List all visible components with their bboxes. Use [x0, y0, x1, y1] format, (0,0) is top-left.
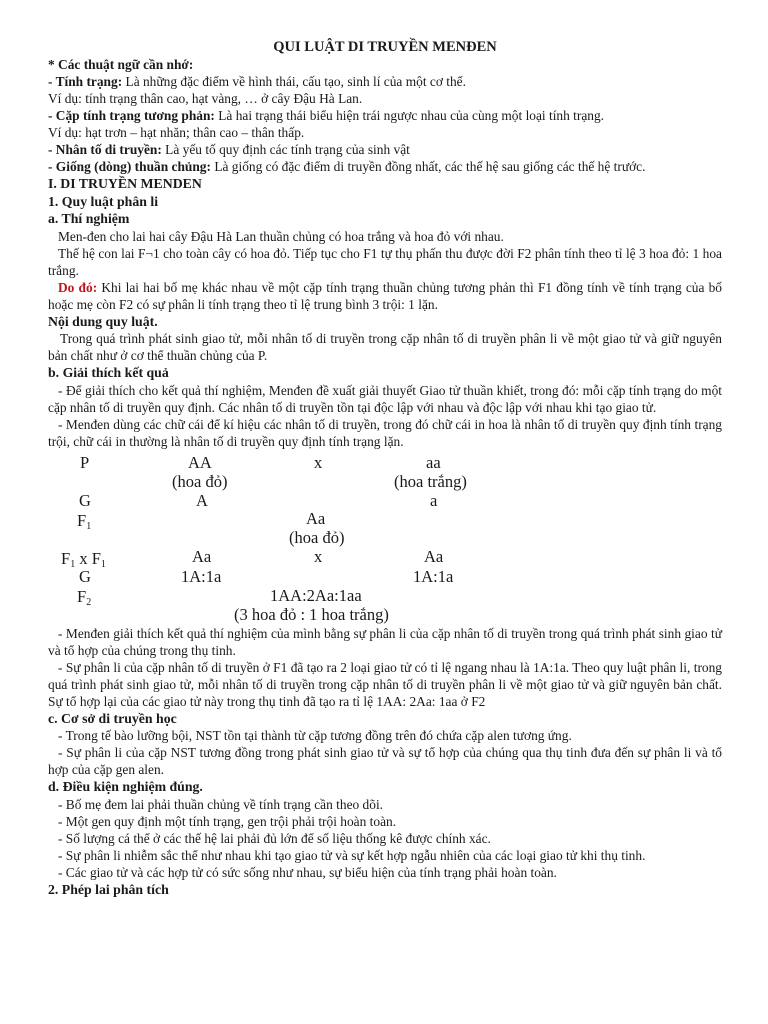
experiment-paragraph: Thế hệ con lai F¬1 cho toàn cây có hoa đỏ. Tiếp tục cho F1 tự thụ phấn thu được đời F2 phân tính theo tỉ lệ 3 hoa đỏ: 1 hoa trắng. — [48, 245, 722, 278]
subsection-heading: 1. Quy luật phân li — [48, 193, 159, 209]
term-label: - Giống (dòng) thuần chủng: — [48, 159, 211, 174]
basis-paragraph: - Trong tế bào lưỡng bội, NST tồn tại thành từ cặp tương đồng trên đó chứa cặp alen tương ứng. — [58, 728, 572, 743]
conclusion-label: Do đó: — [58, 279, 98, 295]
condition-item: - Các giao tử và các hợp tử có sức sống như nhau, sự biểu hiện của tính trạng phải hoàn toàn. — [58, 864, 557, 880]
term-label: - Nhân tố di truyền: — [48, 142, 162, 157]
term-giong — [48, 158, 722, 175]
condition-item: - Một gen quy định một tính trạng, gen trội phải trội hoàn toàn. — [58, 813, 397, 829]
part-d-heading: d. Điều kiện nghiệm đúng. — [48, 779, 203, 794]
law-heading: Nội dung quy luật. — [48, 313, 158, 329]
basis-paragraph: - Sự phân li của cặp NST tương đồng trong phát sinh giao tử và sự tổ hợp của chúng qua thụ tinh đưa đến sự phân li và tổ hợp của cặp gen alen. — [48, 745, 722, 777]
gamete: a — [430, 490, 438, 510]
parent-genotype: aa — [426, 452, 441, 472]
phenotype-label: (hoa đỏ) — [289, 527, 345, 547]
phenotype-label: (hoa đỏ) — [172, 471, 228, 491]
explanation-paragraph: - Menđen dùng các chữ cái để kí hiệu các nhân tố di truyền, trong đó chữ cái in hoa là nhân tố di truyền quy định tính trạng trội, chữ cái in thường là nhân tố di truyền quy định tính trạng lặn. — [48, 416, 722, 449]
condition-item: - Sự phân li nhiễm sắc thể như nhau khi tạo giao tử và sự kết hợp ngẫu nhiên của các loại giao tử khi thụ tinh. — [58, 847, 646, 863]
terms-heading: * Các thuật ngữ cần nhớ: — [48, 57, 194, 72]
cross-diagram — [48, 453, 722, 623]
term-cap-tinh-trang — [48, 107, 722, 124]
row-label-g: G — [79, 490, 91, 510]
gamete: A — [196, 490, 208, 510]
row-label-f1: $F_1$ — [77, 510, 92, 532]
condition-item: - Số lượng cá thể ở các thế hệ lai phải đủ lớn để số liệu thống kê được chính xác. — [58, 830, 491, 846]
f1-genotype: Aa — [424, 546, 444, 566]
part-a-heading: a. Thí nghiệm — [48, 211, 130, 226]
experiment-paragraph: Men-đen cho lai hai cây Đậu Hà Lan thuần chủng có hoa trắng và hoa đỏ với nhau. — [58, 228, 504, 244]
explanation-paragraph: - Sự phân li của cặp nhân tố di truyền ở F1 đã tạo ra 2 loại giao tử có tỉ lệ ngang nhau là 1A:1a. Theo quy luật phân li, trong quá trình phát sinh giao tử, mỗi nhân tố di truyền trong cặp nhân tố di truyền phân li về một giao tử và giữ nguyên bản chất. Sự tổ hợp lại của các giao tử này trong thụ tinh đã tạo ra tỉ lệ 1AA: 2Aa: 1aa ở F2 — [48, 659, 722, 709]
term-label: - Tính trạng: — [48, 74, 123, 89]
f2-phenotype-ratio: (3 hoa đỏ : 1 hoa trắng) — [234, 604, 389, 624]
term-text: Là yếu tố quy định các tính trạng của sinh vật — [161, 142, 410, 157]
part-b-heading: b. Giải thích kết quả — [48, 365, 169, 380]
term-text: Là giống có đặc điểm di truyền đồng nhất, các thế hệ sau giống các thế hệ trước. — [210, 159, 646, 174]
page-title: QUI LUẬT DI TRUYỀN MENĐEN — [273, 39, 497, 55]
law-text: Trong quá trình phát sinh giao tử, mỗi nhân tố di truyền trong cặp nhân tố di truyền phân li về một giao tử và giữ nguyên bản chất như ở cơ thể thuần chủng của P. — [48, 331, 722, 363]
f1-genotype: Aa — [306, 508, 326, 528]
f1-genotype: Aa — [192, 546, 212, 566]
explanation-paragraph: - Để giải thích cho kết quả thí nghiệm, Menđen đề xuất giải thuyết Giao tử thuần khiết, trong đó: mỗi cặp tính trạng do một cặp nhân tố di truyền quy định. Các nhân tố di truyền tồn tại độc lập với nhau và độc lập với nhau khi tạo giao tử. — [48, 382, 722, 415]
row-label-p: P — [80, 452, 90, 472]
row-label-f2: $F_2$ — [77, 586, 92, 608]
term-text: Là hai trạng thái biểu hiện trái ngược nhau của cùng một loại tính trạng. — [214, 108, 605, 123]
term-example: Ví dụ: hạt trơn – hạt nhăn; thân cao – thân thấp. — [48, 125, 305, 140]
gamete-ratio: 1A:1a — [413, 566, 454, 586]
row-label-g: G — [79, 566, 91, 586]
subsection-heading: 2. Phép lai phân tích — [48, 881, 169, 897]
conclusion-paragraph — [48, 279, 722, 313]
term-example: Ví dụ: tính trạng thân cao, hạt vàng, … ở cây Đậu Hà Lan. — [48, 91, 363, 106]
parent-genotype: AA — [188, 452, 212, 472]
cross-symbol: x — [314, 452, 323, 472]
term-tinh-trang — [48, 73, 722, 90]
cross-symbol: x — [314, 546, 323, 566]
conclusion-text: Khi lai hai bố mẹ khác nhau về một cặp tính trạng thuần chủng tương phản thì F1 đồng tính về tính trạng của bố hoặc mẹ còn F2 có sự phân li tính trạng theo tỉ lệ trung bình 3 trội: 1 lặn. — [48, 279, 722, 312]
explanation-paragraph: - Menđen giải thích kết quả thí nghiệm của mình bằng sự phân li của cặp nhân tố di truyền trong quá trình phát sinh giao tử và tổ hợp của chúng trong thụ tinh. — [48, 625, 722, 658]
f2-genotype-ratio: 1AA:2Aa:1aa — [270, 585, 362, 605]
part-c-heading: c. Cơ sở di truyền học — [48, 710, 177, 726]
term-label: - Cặp tính trạng tương phản: — [48, 108, 215, 123]
phenotype-label: (hoa trắng) — [394, 471, 467, 491]
row-label-f1xf1: $F_1$ x $F_1$ — [61, 548, 106, 570]
term-text: Là những đặc điểm về hình thái, cấu tạo, sinh lí của một cơ thể. — [122, 74, 466, 89]
gamete-ratio: 1A:1a — [181, 566, 222, 586]
section-heading: I. DI TRUYỀN MENDEN — [48, 176, 202, 191]
term-nhan-to — [48, 141, 722, 158]
condition-item: - Bố mẹ đem lai phải thuần chủng về tính trạng cần theo dõi. — [58, 796, 384, 812]
